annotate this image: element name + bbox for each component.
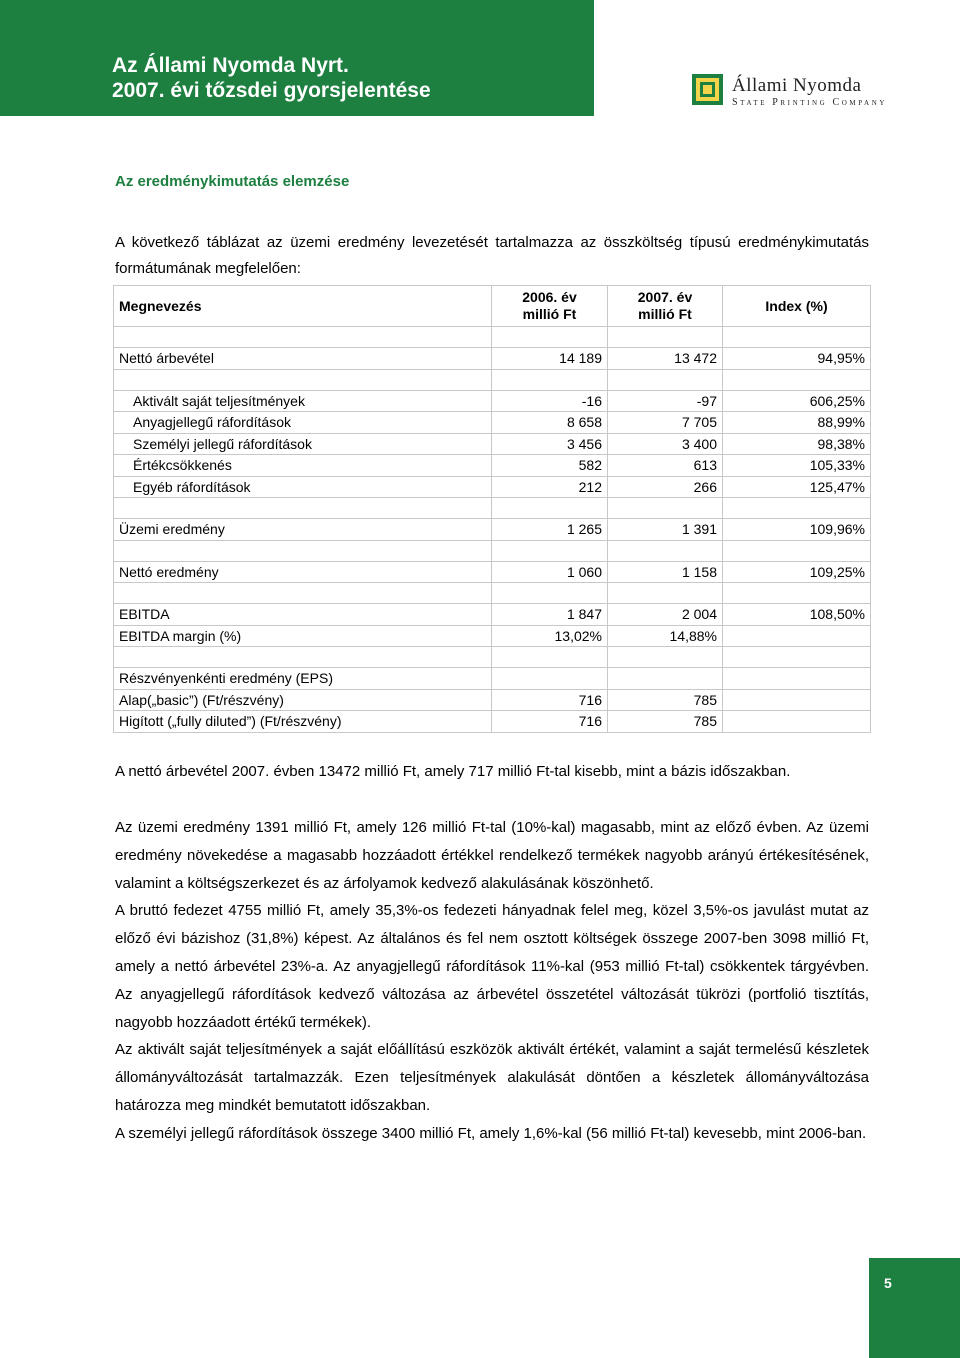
header-index: Index (%) <box>723 286 871 327</box>
report-title-line1: Az Állami Nyomda Nyrt. <box>112 54 349 77</box>
table-row: EBITDA margin (%) 13,02% 14,88% <box>114 625 871 647</box>
table-row: Higított („fully diluted”) (Ft/részvény) 716 785 <box>114 711 871 733</box>
paragraph-revenue: A nettó árbevétel 2007. évben 13472 millió Ft, amely 717 millió Ft-tal kisebb, mint a bázis időszakban. <box>115 763 791 780</box>
table-row: Anyagjellegű ráfordítások 8 658 7 705 88,99% <box>114 412 871 434</box>
logo-name: Állami Nyomda <box>732 75 862 96</box>
table-row: Személyi jellegű ráfordítások 3 456 3 400 98,38% <box>114 433 871 455</box>
header-2006: 2006. év millió Ft <box>492 286 608 327</box>
intro-paragraph: A következő táblázat az üzemi eredmény levezetését tartalmazza az összköltség típusú eredménykimutatás formátumának megfelelően: <box>115 234 869 277</box>
table-row: Aktivált saját teljesítmények -16 -97 606,25% <box>114 390 871 412</box>
table-row: Nettó eredmény 1 060 1 158 109,25% <box>114 561 871 583</box>
paragraph-operating-result: Az üzemi eredmény 1391 millió Ft, amely 126 millió Ft-tal (10%-kal) magasabb, mint az előző évben. Az üzemi eredmény növekedése a magasabb hozzáadott értékkel rendelkező termékek nagyobb arányú értékesítésének, valamint a költségszerkezet és az árfolyamok kedvező alakulásának köszönhető. <box>115 819 869 892</box>
table-row: Egyéb ráfordítások 212 266 125,47% <box>114 476 871 498</box>
table-row: Üzemi eredmény 1 265 1 391 109,96% <box>114 519 871 541</box>
logo-subtitle: State Printing Company <box>732 97 888 108</box>
table-row: Nettó árbevétel 14 189 13 472 94,95% <box>114 348 871 370</box>
page-number-box <box>869 1258 960 1358</box>
table-header-row <box>114 286 871 327</box>
header-2007: 2007. év millió Ft <box>608 286 723 327</box>
table-row: EBITDA 1 847 2 004 108,50% <box>114 604 871 626</box>
header-name: Megnevezés <box>114 286 492 327</box>
paragraph-gross-margin: A bruttó fedezet 4755 millió Ft, amely 35,3%-os fedezeti hányadnak felel meg, közel 3,5%-os javulást mutat az előző évi bázishoz (31,8%) képest. Az általános és fel nem osztott költségek összege 2007-ben 3098 millió Ft, amely a nettó árbevétel 23%-a. Az anyagjellegű ráfordítások 11%-kal (953 millió Ft-tal) csökkentek tárgyévben. Az anyagjellegű ráfordítások kedvező változása az árbevétel összetétel változását tükrözi (portfolió tisztítás, nagyobb hozzáadott értékű termékek). <box>115 902 869 1031</box>
paragraph-personnel: A személyi jellegű ráfordítások összege 3400 millió Ft, amely 1,6%-kal (56 millió Ft-tal) kevesebb, mint 2006-ban. <box>115 1125 867 1142</box>
company-logo <box>692 74 902 114</box>
section-heading: Az eredménykimutatás elemzése <box>115 173 350 190</box>
logo-mark-icon <box>692 74 723 105</box>
table-row: Értékcsökkenés 582 613 105,33% <box>114 455 871 477</box>
paragraph-capitalised: Az aktivált saját teljesítmények a saját előállítású eszközök aktivált értékét, valamint a saját termelésű készletek állományváltozását tartalmazzák. Ezen teljesítmények alakulását döntően a készletek állományváltozása határozza meg mindkét bemutatott időszakban. <box>115 1041 869 1114</box>
table-row: Alap(„basic”) (Ft/részvény) 716 785 <box>114 689 871 711</box>
page-number: 5 <box>884 1275 892 1291</box>
table-row: Részvényenkénti eredmény (EPS) <box>114 668 871 690</box>
income-statement-table <box>113 285 871 733</box>
report-title-line2: 2007. évi tőzsdei gyorsjelentése <box>112 79 431 102</box>
